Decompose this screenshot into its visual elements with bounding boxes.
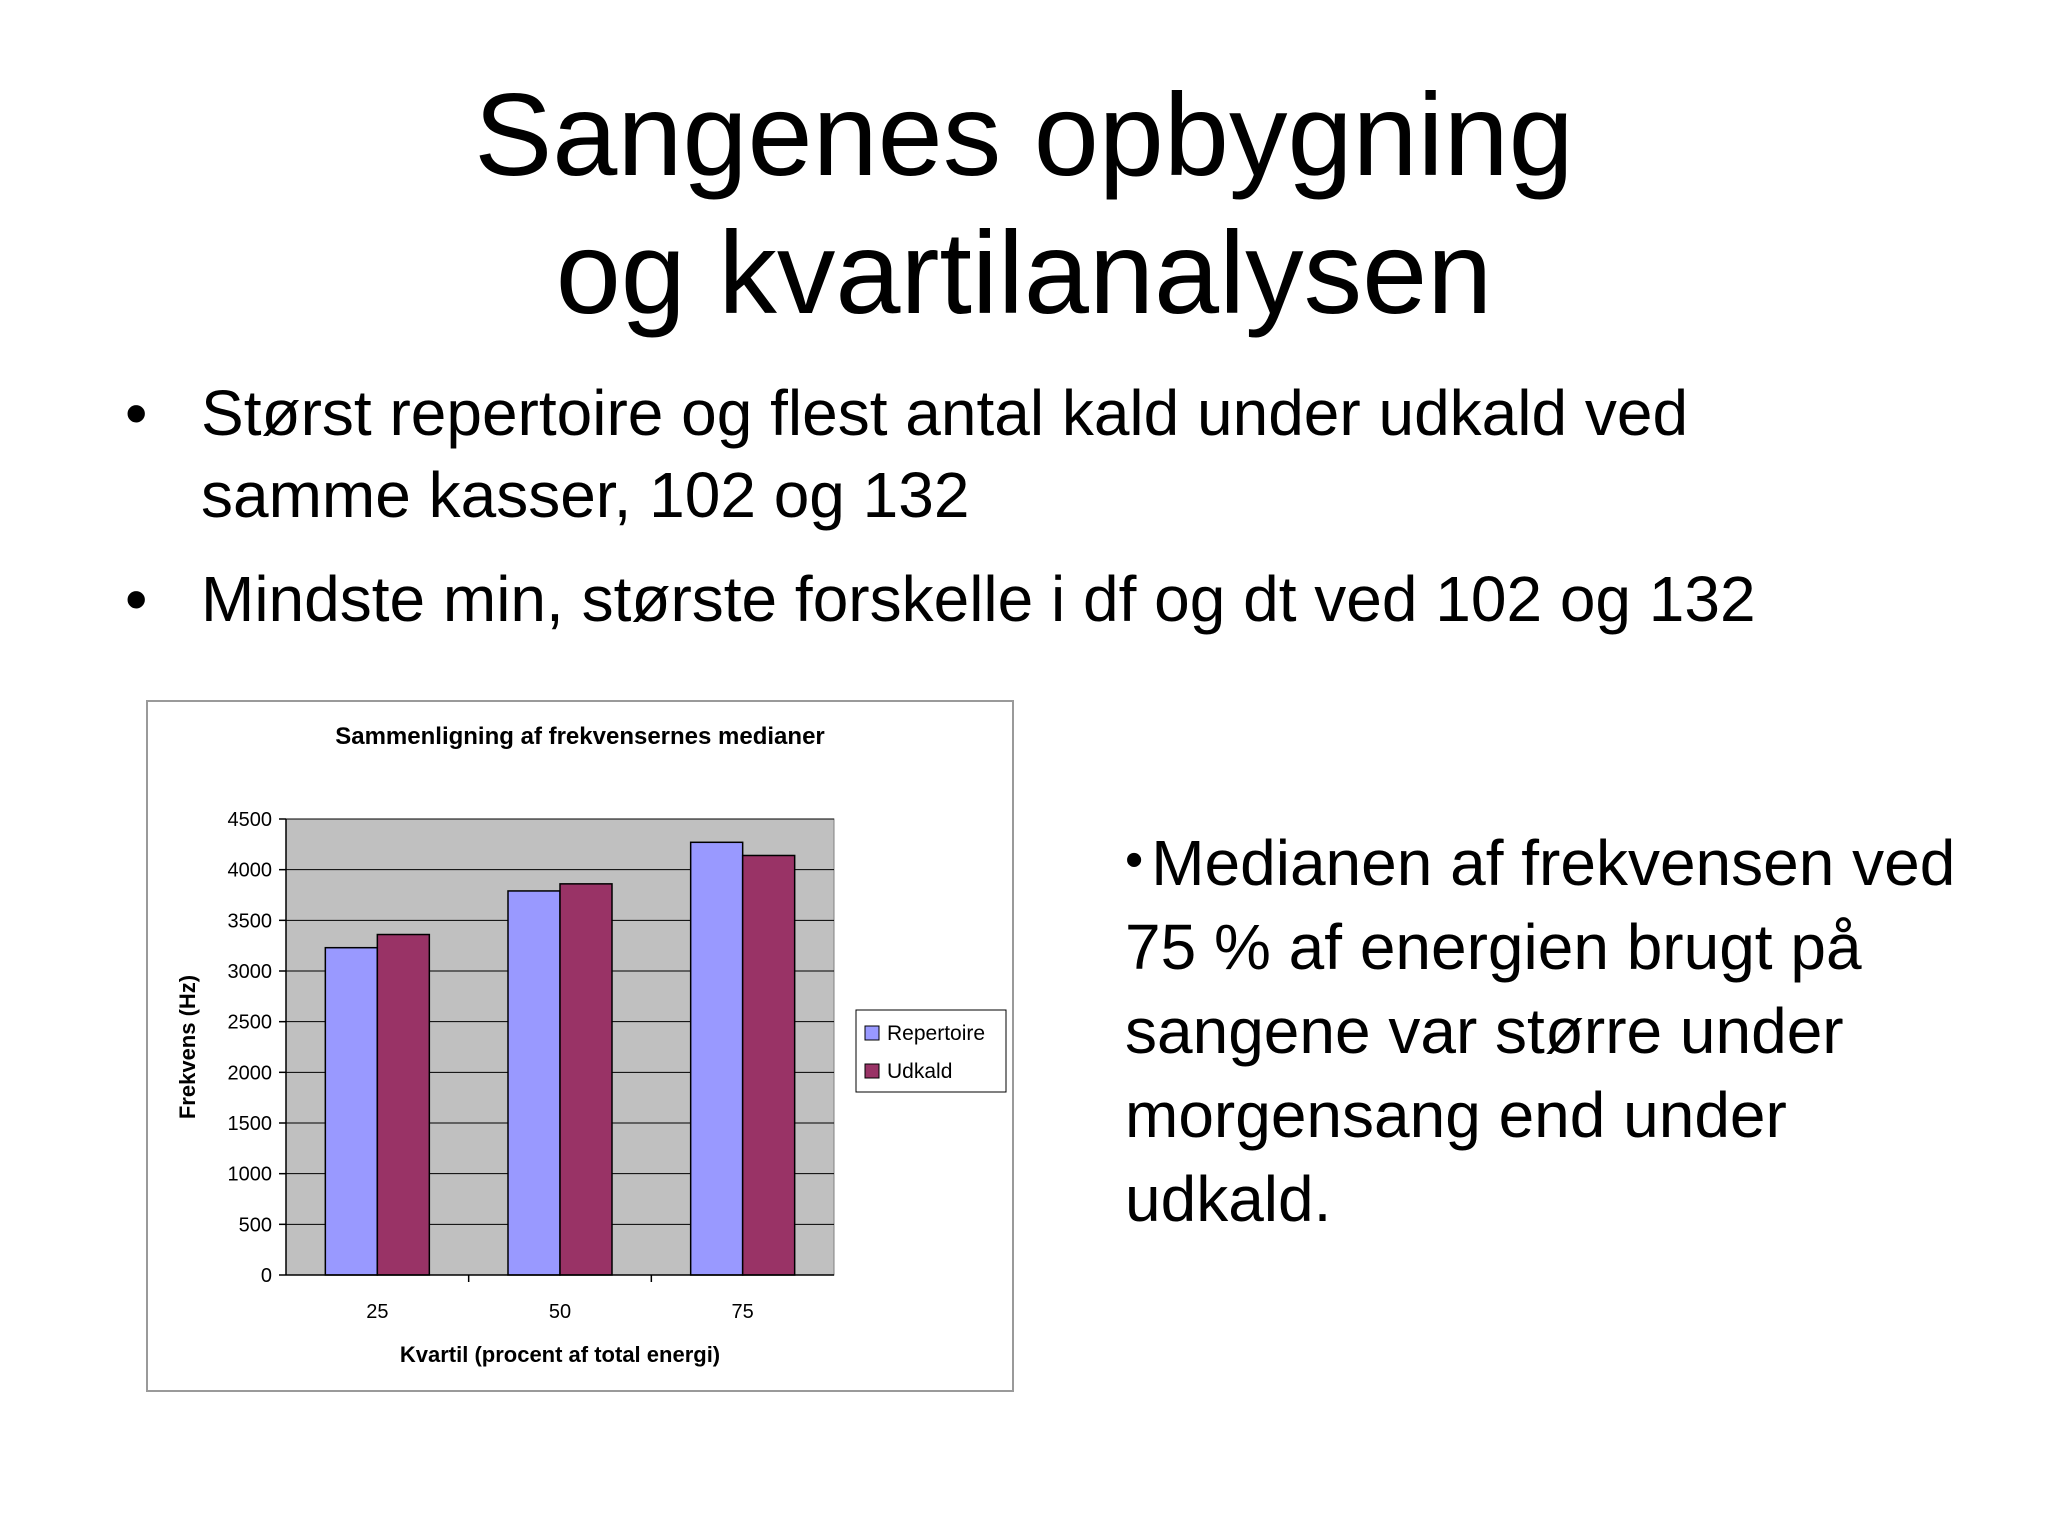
x-tick-label: 25	[366, 1301, 389, 1323]
bar-chart	[148, 702, 1012, 1390]
bullet-1-line-1: Størst repertoire og flest antal kald under udkald ved	[201, 377, 1689, 449]
x-axis-label: Kvartil (procent af total energi)	[399, 1342, 721, 1367]
bar-udkald-25	[377, 935, 429, 1275]
bullet-list	[120, 372, 2000, 662]
y-tick-label: 1000	[227, 1163, 272, 1186]
side-bullet-text: Medianen af frekvensen ved 75 % af energien brugt på sangene var større under morgensang end under udkald.	[1125, 827, 1956, 1235]
y-axis-label: Frekvens (Hz)	[175, 974, 200, 1120]
legend-swatch-repertoire	[865, 1026, 879, 1040]
y-tick-label: 3000	[227, 961, 272, 983]
chart-title: Sammenligning af frekvensernes medianer	[335, 723, 825, 750]
bullet-dot: •	[1125, 831, 1144, 889]
bullet-item-2	[120, 558, 2000, 640]
y-tick-label: 3500	[227, 910, 272, 933]
side-bullet	[1125, 818, 2005, 1241]
x-tick-label: 50	[548, 1301, 572, 1323]
x-tick-label: 75	[731, 1301, 754, 1323]
bullet-dot: •	[125, 563, 148, 635]
y-tick-label: 500	[238, 1214, 272, 1237]
title-line-2: og kvartilanalysen	[555, 207, 1493, 338]
y-tick-label: 4000	[227, 859, 272, 882]
bar-repertoire-50	[508, 891, 560, 1275]
legend-swatch-udkald	[865, 1064, 879, 1078]
bar-repertoire-75	[691, 842, 743, 1275]
title-line-1: Sangenes opbygning	[474, 69, 1574, 200]
bullet-2-line-1: Mindste min, største forskelle i df og dt ved 102 og 132	[201, 563, 1756, 635]
bullet-1-line-2: samme kasser, 102 og 132	[201, 459, 970, 531]
bullet-item-1	[120, 372, 2000, 536]
y-tick-label: 0	[260, 1265, 272, 1287]
bar-udkald-75	[743, 855, 795, 1275]
y-tick-label: 1500	[227, 1113, 272, 1135]
bar-udkald-50	[560, 884, 612, 1275]
y-tick-label: 2500	[227, 1011, 272, 1034]
legend-label-repertoire: Repertoire	[887, 1022, 986, 1045]
y-tick-label: 4500	[227, 809, 272, 831]
legend-label-udkald: Udkald	[887, 1060, 953, 1083]
y-tick-label: 2000	[227, 1062, 272, 1085]
slide-title	[0, 66, 2048, 342]
chart-container	[146, 700, 1014, 1392]
bar-repertoire-25	[325, 948, 377, 1275]
bullet-dot: •	[125, 377, 148, 449]
